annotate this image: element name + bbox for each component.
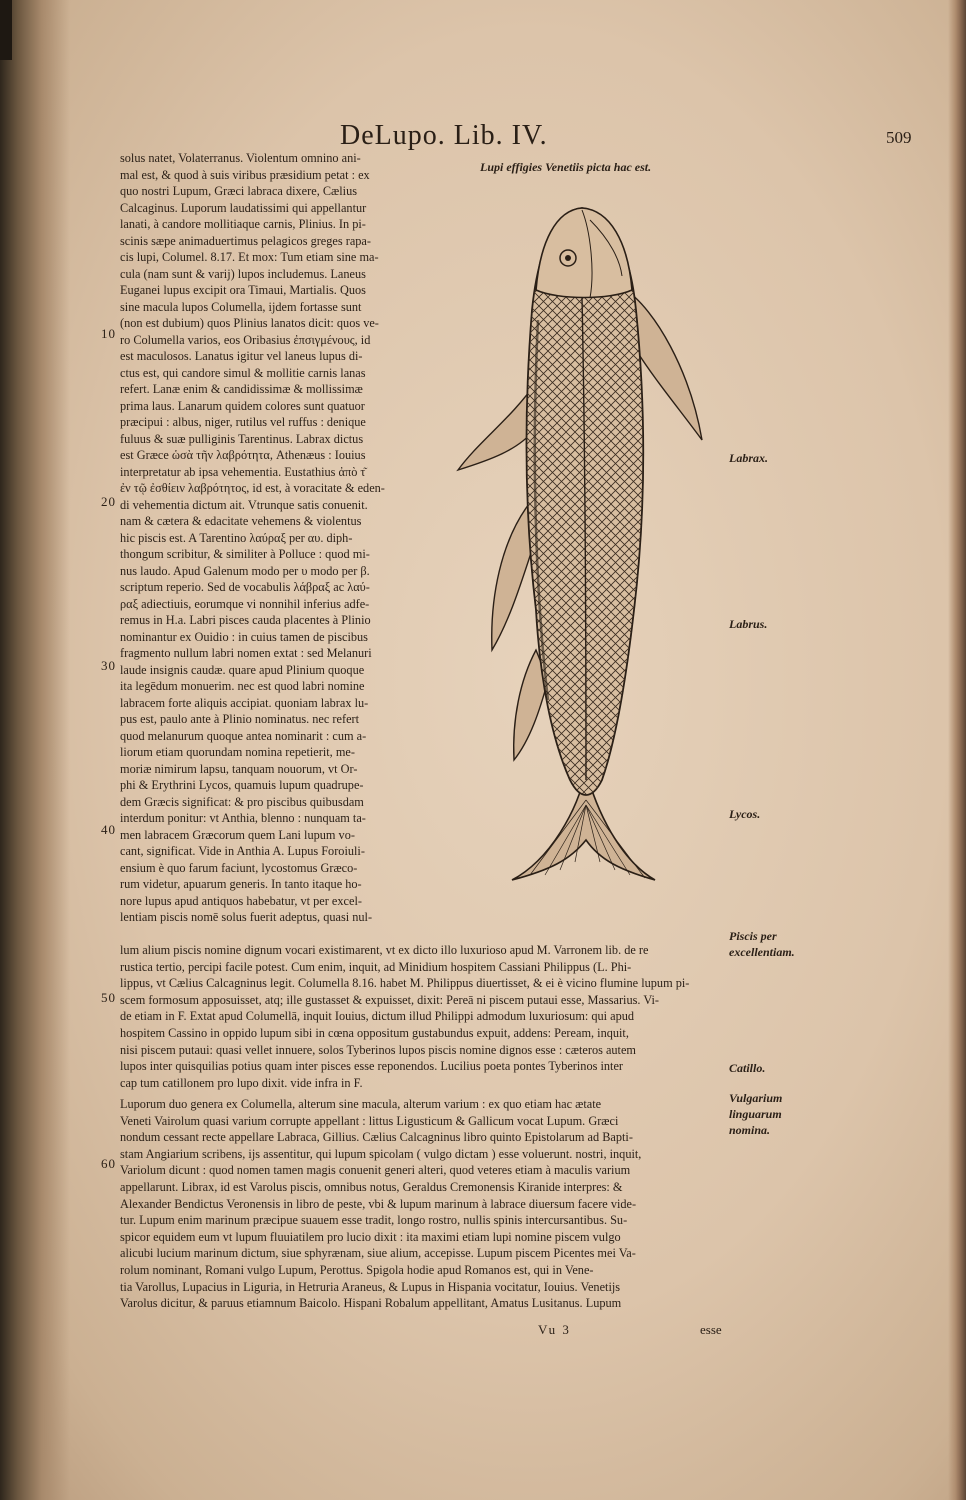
text-line: cant, significat. Vide in Anthia A. Lupus Foroiuli- bbox=[120, 844, 365, 858]
text-line: men labracem Græcorum quem Lani lupum vo- bbox=[120, 827, 355, 842]
text-line: ro Columella varios, eos Oribasius ἐπσιγμένους, id bbox=[120, 332, 371, 347]
margin-note-labrax: Labrax. bbox=[729, 451, 768, 465]
text-line: ensium è quo farum faciunt, lycostomus Græco- bbox=[120, 860, 358, 875]
page-number: 509 bbox=[886, 128, 912, 147]
text-line: nominantur ex Ouidio : in cuius tamen de piscibus bbox=[120, 629, 368, 644]
line-number-40: 40 bbox=[101, 822, 116, 837]
text-line: Euganei lupus excipit ora Timaui, Martialis. Quos bbox=[120, 283, 366, 297]
paragraph-2 bbox=[120, 1096, 725, 1312]
text-line: phi & Erythrini Lycos, quamuis lupum quadrupe- bbox=[120, 778, 364, 792]
text-line: Alexander Bendictus Veronensis in libro de peste, vbi & lupum marinum à labrace diuersum facere vide- bbox=[120, 1196, 637, 1211]
text-line: prima laus. Lanarum quidem colores sunt quatuor bbox=[120, 398, 365, 413]
text-line: lum alium piscis nomine dignum vocari existimarent, vt ex dicto illo luxurioso apud M. Varronem lib. de re bbox=[120, 943, 649, 957]
text-line: lentiam piscis nomē solus fuerit adeptus, quasi nul- bbox=[120, 910, 373, 924]
text-line: cula (nam sunt & varij) lupos includemus. Laneus bbox=[120, 266, 366, 281]
text-line: labracem forte aliquis accipiat. quoniam labrax lu- bbox=[120, 695, 369, 710]
signature-mark: Vu 3 bbox=[538, 1322, 571, 1337]
woodcut-fish-icon bbox=[440, 180, 730, 900]
text-line: sine macula lupos Columella, ijdem fortasse sunt bbox=[120, 299, 362, 314]
text-line: tia Varollus, Lupacius in Liguria, in Hetruria Araneus, & Lupus in Hispania vocitatur, Iouius. Venetijs bbox=[120, 1279, 621, 1294]
text-line: lanati, à candore mollitiaque carnis, Plinius. In pi- bbox=[120, 217, 366, 231]
text-line: ctus est, qui candore simul & mollitie carnis lanas bbox=[120, 365, 366, 380]
line-number-60: 60 bbox=[101, 1156, 116, 1171]
margin-note-excellentia: Piscis per excellentiam. bbox=[729, 929, 795, 959]
text-line: Varolus dicitur, & paruus etiamnum Baicolo. Hispani Robalum appellitant, Amatus Lusitanus. Lupum bbox=[120, 1296, 622, 1311]
text-line: laude insignis caudæ. quare apud Plinium quoque bbox=[120, 662, 365, 677]
text-line: hic piscis est. A Tarentino λαύραξ per αυ. diph- bbox=[120, 530, 353, 545]
text-line: nondum cessant recte appellare Labraca, Gillius. Cælius Calcagninus libro quinto Epistolarum ad Bapti- bbox=[120, 1130, 633, 1145]
line-number-10: 10 bbox=[101, 326, 116, 341]
text-line: rolum nominant, Romani vulgo Lupum, Perottus. Spigola hodie apud Romanos est, qui in Vene- bbox=[120, 1262, 594, 1277]
text-line: ἐν τῷ ἐσθίειν λαβρότητος, id est, à voracitate & eden- bbox=[120, 481, 385, 495]
text-line: Calcaginus. Luporum laudatissimi qui appellantur bbox=[120, 200, 367, 215]
text-line: cis lupi, Columel. 8.17. Et mox: Tum etiam sine ma- bbox=[120, 250, 379, 264]
text-line: solus natet, Volaterranus. Violentum omnino ani- bbox=[120, 151, 361, 165]
text-line: interdum ponitur: vt Anthia, blenno : nunquam ta- bbox=[120, 811, 366, 825]
text-line: mal est, & quod à suis viribus præsidium petat : ex bbox=[120, 167, 370, 182]
text-line: (non est dubium) quos Plinius lanatos dicit: quos ve- bbox=[120, 316, 379, 330]
figure-caption: Lupi effigies Venetiis picta hac est. bbox=[480, 160, 652, 174]
margin-note-vulgarium: Vulgarium linguarum nomina. bbox=[729, 1091, 783, 1137]
text-line: appellarunt. Librax, id est Varolus piscis, omnibus notus, Geraldus Cremonensis Kiranide interpres: & bbox=[120, 1179, 623, 1194]
text-line: lupos inter quisquilias potius quam inter pisces esse reponendos. Lucilius poeta pontes Tyberinos inter bbox=[120, 1059, 624, 1074]
text-line: Luporum duo genera ex Columella, alterum sine macula, alterum varium : ex quo etiam hac ætate bbox=[120, 1097, 602, 1111]
text-line: nam & cætera & edacitate vehemens & violentus bbox=[120, 514, 362, 528]
text-line: quod melanurum quoque antea nominarit : cum a- bbox=[120, 728, 367, 743]
text-line: alicubi lucium marinum dictum, siue sphyrænam, siue alium, accepisse. Lupum piscem Picentes mei Va- bbox=[120, 1246, 636, 1261]
catchword: esse bbox=[700, 1322, 722, 1337]
line-number-30: 30 bbox=[101, 658, 116, 673]
margin-note-labrus: Labrus. bbox=[729, 617, 768, 631]
text-line: di vehementia dictum ait. Vtrunque satis conuenit. bbox=[120, 497, 368, 512]
text-line: Variolum dicunt : quod nomen tamen magis conuenit generi alteri, quod veteres etiam à maculis varium bbox=[120, 1163, 631, 1178]
text-line: nore lupus apud antiquos habebatur, vt per excel- bbox=[120, 893, 362, 908]
paragraph-1 bbox=[120, 942, 725, 1091]
text-line: Veneti Vairolum quasi varium corrupte appellant : littus Ligusticum & Gallicum vocat Lupum. Græci bbox=[120, 1113, 619, 1128]
text-line: ραξ adiectiuis, eorumque vi nonnihil inferius adfe- bbox=[120, 596, 370, 611]
text-line: lippus, vt Cælius Calcagninus legit. Columella 8.16. habet M. Philippus diuertisset, & ei è vicino flumine lupum pi- bbox=[120, 976, 690, 991]
line-number-50: 50 bbox=[101, 990, 116, 1005]
text-line: nus laudo. Apud Galenum modo per υ modo per β. bbox=[120, 563, 370, 578]
text-line: scem formosum apposuisset, atq; ille gustasset & expuisset, dixit: Pereā ni piscem putaui esse, Massarius. Vi- bbox=[120, 992, 659, 1007]
text-line: liorum etiam quorundam nomina repetierit, me- bbox=[120, 745, 355, 759]
text-line: cap tum catillonem pro lupo dixit. vide infra in F. bbox=[120, 1075, 363, 1090]
text-line: nisi piscem putaui: quasi vellet innuere, solos Tyberinos lupos piscis nomine dignos esse : cæteros autem bbox=[120, 1042, 636, 1057]
text-line: est maculosos. Lanatus igitur vel laneus lupus di- bbox=[120, 349, 363, 363]
text-line: præcipui : albus, niger, rutilus vel ruffus : denique bbox=[120, 415, 366, 429]
text-line: pus est, paulo ante à Plinio nominatus. nec refert bbox=[120, 712, 360, 726]
text-line: fragmento nullum labri nomen extat : sed Melanuri bbox=[120, 646, 372, 660]
text-column bbox=[120, 150, 428, 926]
text-line: ita legēdum monuerim. nec est quod labri nomine bbox=[120, 679, 365, 693]
text-line: stam Angiarium scribens, ijs assentitur, qui lupum spicolam ( vulgo dictam ) esse voluerunt. nostri, inquit, bbox=[120, 1146, 642, 1161]
text-line: fuluus & suæ pulliginis Tarentinus. Labrax dictus bbox=[120, 431, 364, 446]
text-line: interpretatur ab ipsa vehementia. Eustathius ἀπὸ τ͂ bbox=[120, 464, 366, 479]
text-line: thongum scribitur, & similiter à Polluce : quod mi- bbox=[120, 547, 370, 561]
page-gutter-shadow bbox=[0, 0, 70, 1500]
text-line: rum videtur, apuarum generis. In tanto itaque ho- bbox=[120, 877, 362, 891]
text-line: hospitem Cassino in oppido lupum sibi in cœna oppositum gustabundus expuit, addens: Peream, inquit, bbox=[120, 1025, 629, 1040]
text-line: remus in H.a. Labri pisces cauda placentes à Plinio bbox=[120, 613, 371, 627]
text-line: refert. Lanæ enim & candidissimæ & mollissimæ bbox=[120, 382, 363, 396]
text-line: scriptum reperio. Sed de vocabulis λάβραξ ac λαύ- bbox=[120, 580, 370, 594]
text-line: scinis sæpe animaduertimus pelagicos greges rapa- bbox=[120, 233, 371, 248]
text-line: moriæ nimirum lapsu, tanquam nouorum, vt Or- bbox=[120, 761, 358, 776]
text-line: tur. Lupum enim marinum præcipue suauem esse tradit, longo rostro, nullis spinis intercursantibus. Su- bbox=[120, 1213, 628, 1228]
text-line: dem Græcis significat: & pro piscibus quibusdam bbox=[120, 794, 364, 809]
line-number-20: 20 bbox=[101, 494, 116, 509]
text-line: spicor equidem eum vt lupum fluuiatilem pro lucio dixit : ita maximi etiam lupi nomine piscem vulgo bbox=[120, 1229, 621, 1244]
page-fore-edge bbox=[948, 0, 966, 1500]
text-line: quo nostri Lupum, Græci labraca dixere, Cælius bbox=[120, 184, 358, 198]
text-line: est Græce ὡσὰ τῆν λαβρότητα, Athenæus : Iouius bbox=[120, 448, 366, 462]
margin-note-lycos: Lycos. bbox=[729, 807, 761, 821]
text-line: de etiam in F. Extat apud Columellā, inquit Iouius, dictum illud Philippi admodum luxuriosum: qui apud bbox=[120, 1009, 635, 1024]
margin-note-catillo: Catillo. bbox=[729, 1061, 766, 1075]
text-line: rustica tertio, percipi facile potest. Cum enim, inquit, ad Minidium hospitem Cassiani Philippus (L. Phi- bbox=[120, 959, 632, 974]
binding-strip bbox=[0, 0, 12, 60]
running-header: DeLupo. Lib. IV. bbox=[340, 120, 548, 151]
